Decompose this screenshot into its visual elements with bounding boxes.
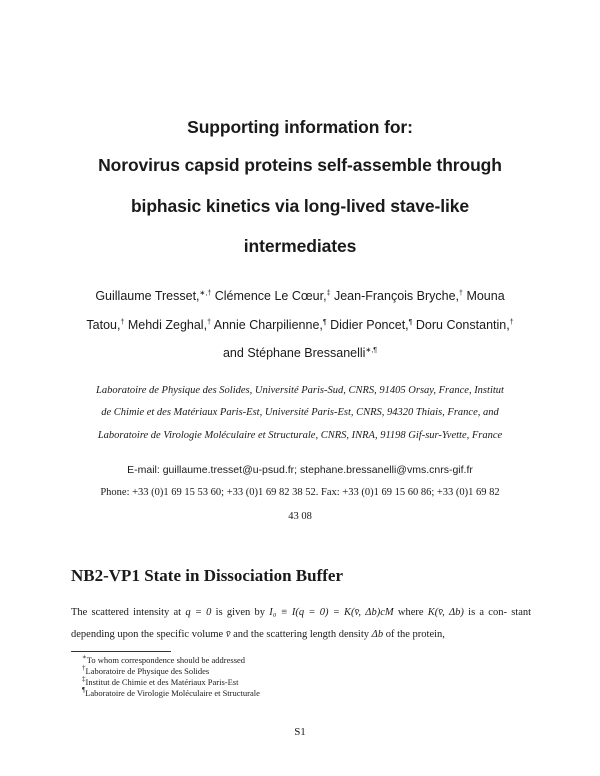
affiliation-line-1: Laboratoire de Physique des Solides, Université Paris-Sud, CNRS, 91405 Orsay, France, Institut <box>96 385 504 396</box>
author-mark: ¶ <box>322 318 327 326</box>
author-mark: ¶ <box>408 318 413 326</box>
title-line-2: Norovirus capsid proteins self-assemble through <box>98 155 502 175</box>
authors-line-3 <box>0 346 600 360</box>
author-name: Annie Charpilienne, <box>213 318 323 332</box>
body-text: is given by <box>215 607 265 618</box>
author-name: Clémence Le Cœur, <box>214 289 327 303</box>
page-number: S1 <box>294 726 306 738</box>
footnote-mark: ¶ <box>82 686 86 695</box>
footnote-text: Laboratoire de Virologie Moléculaire et Structurale <box>85 688 260 698</box>
math-inline: K(v̄, Δb) <box>427 607 464 618</box>
author-mark: ‡ <box>326 289 331 297</box>
math-inline: I₀ ≡ I(q = 0) = K(v̄, Δb)cM <box>269 607 394 618</box>
footnote-mark: ‡ <box>82 675 86 684</box>
contact-email: E-mail: guillaume.tresset@u-psud.fr; stephane.bressanelli@vms.cnrs-gif.fr <box>127 464 473 476</box>
author-conjunction: and <box>222 346 244 360</box>
title-line-4: intermediates <box>243 236 357 256</box>
contact-phone-line-2: 43 08 <box>288 511 312 522</box>
author-mark: † <box>459 289 463 297</box>
body-text: The scattered intensity at <box>71 607 182 618</box>
footnote-text: Laboratoire de Physique des Solides <box>85 666 210 676</box>
section-heading: NB2-VP1 State in Dissociation Buffer <box>71 566 343 585</box>
body-paragraph <box>71 602 531 646</box>
footnote-text: To whom correspondence should be addressed <box>86 655 246 665</box>
affiliation-line-3: Laboratoire de Virologie Moléculaire et Structurale, CNRS, INRA, 91198 Gif-sur-Yvette, France <box>97 430 503 441</box>
body-text: of the protein, <box>385 629 445 640</box>
author-mark: † <box>207 318 211 326</box>
author-mark: ∗,¶ <box>365 346 378 354</box>
footnote-text: Institut de Chimie et des Matériaux Paris-Est <box>85 677 239 687</box>
footnote <box>82 688 260 698</box>
author-name: Mouna <box>466 289 505 303</box>
body-text: where <box>397 607 424 618</box>
footnote <box>82 655 245 665</box>
author-mark: † <box>120 318 125 326</box>
footnote <box>82 677 238 687</box>
contact-phone-line-1: Phone: +33 (0)1 69 15 53 60; +33 (0)1 69 82 38 52. Fax: +33 (0)1 69 15 60 86; +33 (0)1 69 82 <box>100 487 500 498</box>
math-inline: q = 0 <box>185 607 212 618</box>
body-text: is a con- <box>468 607 507 618</box>
author-name: Tatou, <box>86 318 121 332</box>
footnote-rule <box>71 651 171 652</box>
title-line-1: Supporting information for: <box>187 117 413 137</box>
footnote-mark: † <box>82 664 86 673</box>
body-text: stant depending upon the specific volume <box>71 607 532 640</box>
body-text: and the scattering length density <box>233 629 370 640</box>
math-inline: v̄ <box>225 629 231 640</box>
affiliation-line-2: de Chimie et des Matériaux Paris-Est, Université Paris-Est, CNRS, 94320 Thiais, France, and <box>101 407 499 418</box>
author-mark: † <box>509 318 514 326</box>
author-name: Doru Constantin, <box>415 318 510 332</box>
author-name: Mehdi Zeghal, <box>127 318 208 332</box>
author-mark: ∗,† <box>199 289 212 297</box>
author-name: Jean-François Bryche, <box>333 289 460 303</box>
author-name: Stéphane Bressanelli <box>247 346 366 360</box>
author-name: Didier Poncet, <box>330 318 409 332</box>
footnote <box>82 666 209 676</box>
authors-line-2 <box>0 318 600 332</box>
authors-line-1 <box>0 289 600 303</box>
author-name: Guillaume Tresset, <box>95 289 200 303</box>
footnote-mark: ∗ <box>82 653 87 662</box>
title-line-3: biphasic kinetics via long-lived stave-like <box>130 196 470 216</box>
math-inline: Δb <box>371 629 384 640</box>
